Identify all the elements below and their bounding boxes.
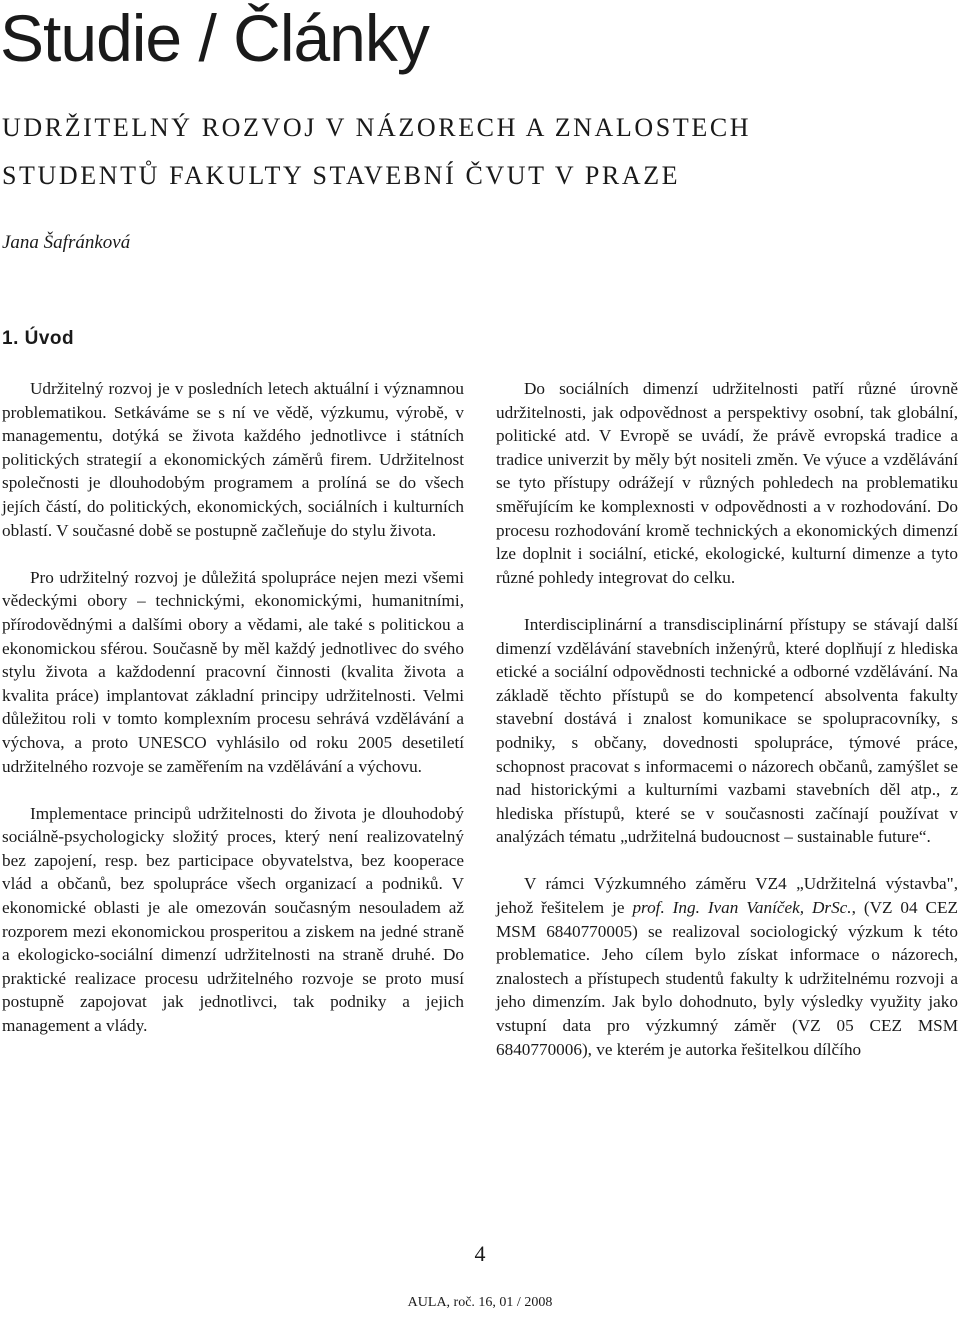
section-label: Studie / Články [0, 1, 429, 75]
article-title [2, 104, 902, 200]
paragraph-text: , (VZ 04 CEZ MSM 6840770005) se realizoval sociologický výzkum k této problematice. Jeho cílem bylo získat informace o názorech, znalostech a přístupech studentů fakulty k udržitelnému rozvoji a jeho dimenzím. Jak bylo dohodnuto, byly výsledky využity jako vstupní data pro výzkumný záměr (VZ 05 CEZ MSM 6840770006), ve kterém je autorka řešitelkou dílčího [496, 898, 958, 1059]
section-heading: 1. Úvod [2, 328, 75, 349]
paragraph: Pro udržitelný rozvoj je důležitá spolupráce nejen mezi všemi vědeckými obory – technickými, ekonomickými, humanitními, přírodovědnými a dalšími obory a vědami, ale také s politickou a ekonomickou sférou. Současně by měl každý jednotlivec do svého stylu života a každodenní pracovní činnosti (kvalita života a kvalita práce) implantovat základní principy udržitelnosti. Velmi důležitou roli v tomto komplexním procesu sehrává vzdělávání a výchova, a proto UNESCO vyhlásilo od roku 2005 desetiletí udržitelného rozvoje se zaměřením na vzdělávání a výchovu. [2, 567, 464, 776]
journal-reference: AULA, roč. 16, 01 / 2008 [407, 1295, 553, 1310]
paragraph: Do sociálních dimenzí udržitelnosti patří různé úrovně udržitelnosti, jak odpovědnost a perspektivy osobní, tak globální, politické atd. V Evropě se uvádí, že právě evropská tradice a tradice univerzit by měly být nositeli změn. Ve výuce a vzdělávání se tyto přístupy odrážejí v různých pohledech na problematiku směřujícím ke komplexnosti v odpovědnosti a v rozhodování. Do procesu rozhodování kromě technických a ekonomických dimenzí lze doplnit i sociální, etické, ekologické, kulturní dimenze a tyto různé pohledy integrovat do celku. [496, 379, 958, 587]
paragraph [496, 872, 958, 1061]
article-title-line-2: STUDENTŮ FAKULTY STAVEBNÍ ČVUT V PRAZE [2, 161, 681, 190]
right-column [496, 377, 958, 1085]
paragraph: Udržitelný rozvoj je v posledních letech aktuální i významnou problematikou. Setkáváme se s ní ve vědě, výzkumu, výrobě, v managementu, dotýká se života každého jednotlivce i státních politických strategií a ekonomických záměrů firem. Udržitelnost společnosti je dlouhodobým programem a prolíná se do všech jejích částí, do politických, ekonomických, sociálních i kulturních oblastí. V současné době se postupně začleňuje do stylu života. [2, 379, 464, 540]
left-column [2, 377, 464, 1061]
page-number: 4 [474, 1241, 486, 1266]
investigator-name: prof. Ing. Ivan Vaníček, DrSc. [632, 898, 852, 918]
article-title-line-1: UDRŽITELNÝ ROZVOJ V NÁZORECH A ZNALOSTECH [2, 113, 752, 142]
paragraph-text: V rámci Výzkumného záměru VZ4 „Udržitelná výstavba", jehož řešitelem je [496, 874, 958, 918]
author-name: Jana Šafránková [2, 232, 131, 253]
paragraph: Interdisciplinární a transdisciplinární přístupy se stávají další dimenzí vzdělávání stavebních inženýrů, které doplňují z hlediska etické a sociální odpovědnosti technické a odborné vzdělávání. Na základě těchto přístupů se do kompetencí absolventa fakulty stavební dostává i znalost komunikace se spolupracovníky, s podniky, s občany, dovednosti spolupráce, týmové práce, schopnost pracovat s informacemi o názorech občanů, zamýšlet se nad historickými a kulturními vazbami stavebních děl atp., z hlediska přístupů, které se v současnosti začínají používat v analýzách tématu „udržitelná budoucnost – sustainable future“. [496, 614, 958, 847]
paragraph: Implementace principů udržitelnosti do života je dlouhodobý sociálně-psychologicky složitý proces, který není realizovatelný bez zapojení, resp. bez participace obyvatelstva, bez kooperace vlád a občanů, bez spolupráce všech organizací a podniků. V ekonomické oblasti je ale omezován současným nesouladem až rozporem mezi ekonomickou prosperitou a ziskem na jedné straně a ekologicko-sociální dimenzí udržitelnosti na straně druhé. Do praktické realizace procesu udržitelného rozvoje se proto musí postupně zapojovat jak jednotlivci, tak podniky a jejich management a vlády. [2, 803, 464, 1036]
